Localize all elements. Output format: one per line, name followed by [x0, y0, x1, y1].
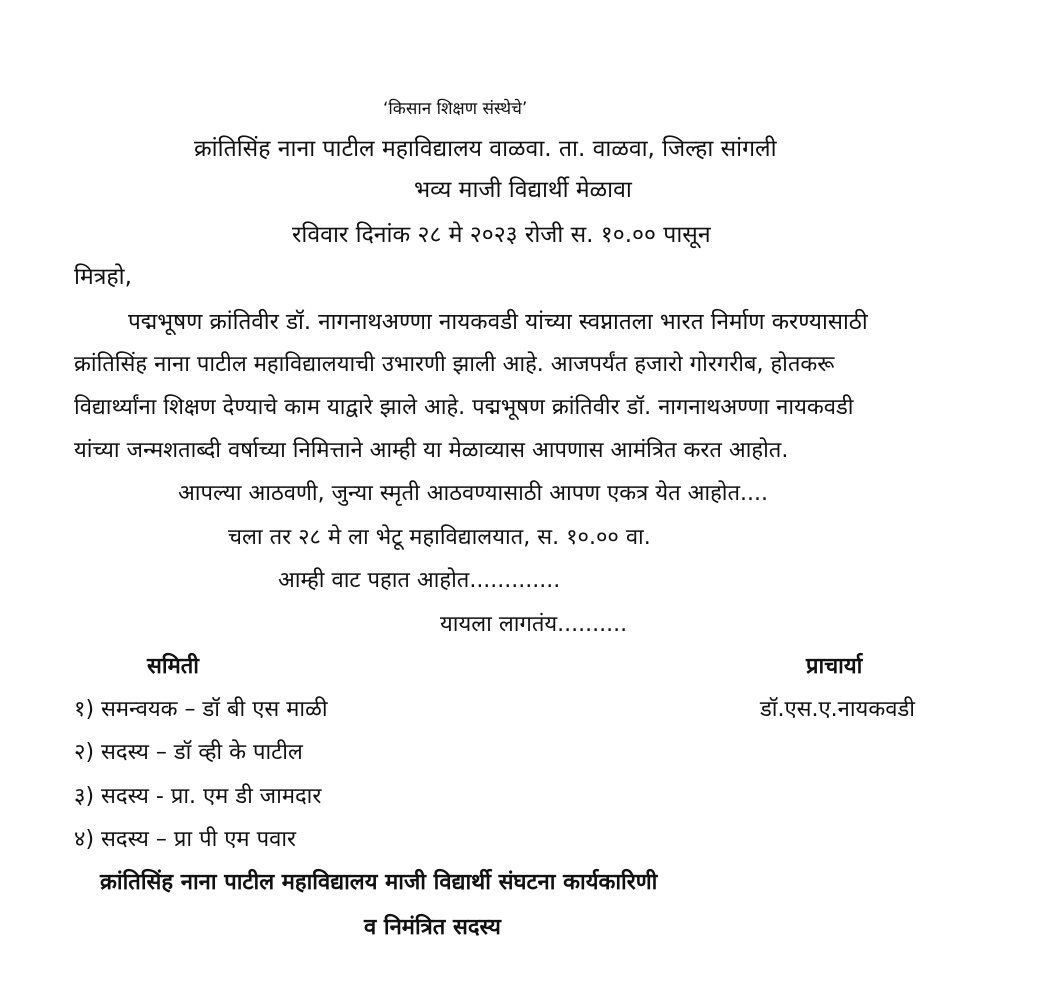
event-title: भव्य माजी विद्यार्थी मेळावा [414, 177, 632, 203]
salutation: मित्रहो, [74, 264, 132, 290]
principal-name: डॉ.एस.ए.नायकवडी [760, 697, 915, 722]
footer-line-2: व निमंत्रित सदस्य [364, 915, 501, 940]
committee-member-1: १) समन्वयक – डॉ बी एस माळी [74, 697, 328, 722]
paragraph-line-1: पद्मभूषण क्रांतिवीर डॉ. नागनाथअण्णा नायकवडी यांच्या स्वप्नातला भारत निर्माण करण्यासाठी [128, 309, 868, 335]
committee-heading: समिती [147, 654, 199, 679]
committee-member-2: २) सदस्य – डॉ व्ही के पाटील [74, 740, 303, 765]
event-datetime: रविवार दिनांक २८ मे २०२३ रोजी स. १०.०० पासून [292, 222, 711, 248]
paragraph-line-2: क्रांतिसिंह नाना पाटील महाविद्यालयाची उभारणी झाली आहे. आजपर्यंत हजारो गोरगरीब, होतकरू [74, 352, 835, 377]
paragraph-line-3: विद्यार्थ्यांना शिक्षण देण्याचे काम याद्वारे झाले आहे. पद्मभूषण क्रांतिवीर डॉ. नागनाथअण्णा नायकवडी [74, 395, 854, 420]
principal-heading: प्राचार्या [806, 654, 863, 679]
committee-member-4: ४) सदस्य – प्रा पी एम पवार [74, 827, 297, 852]
coming-line: यायला लागतंय.......... [440, 612, 628, 637]
institution-tagline: ‘किसान शिक्षण संस्थेचे’ [383, 99, 528, 119]
committee-member-3: ३) सदस्य - प्रा. एम डी जामदार [74, 784, 322, 809]
paragraph-line-4: यांच्या जन्मशताब्दी वर्षाच्या निमित्ताने आम्ही या मेळाव्यास आपणास आमंत्रित करत आहोत. [74, 438, 789, 463]
memories-line: आपल्या आठवणी, जुन्या स्मृती आठवण्यासाठी आपण एकत्र येत आहोत.... [178, 481, 768, 506]
meet-line: चला तर २८ मे ला भेटू महाविद्यालयात, स. १०.०० वा. [228, 525, 651, 550]
footer-line-1: क्रांतिसिंह नाना पाटील महाविद्यालय माजी विद्यार्थी संघटना कार्यकारिणी [100, 870, 658, 895]
waiting-line: आम्ही वाट पहात आहोत............. [278, 568, 561, 593]
college-address: क्रांतिसिंह नाना पाटील महाविद्यालय वाळवा. ता. वाळवा, जिल्हा सांगली [194, 136, 777, 162]
